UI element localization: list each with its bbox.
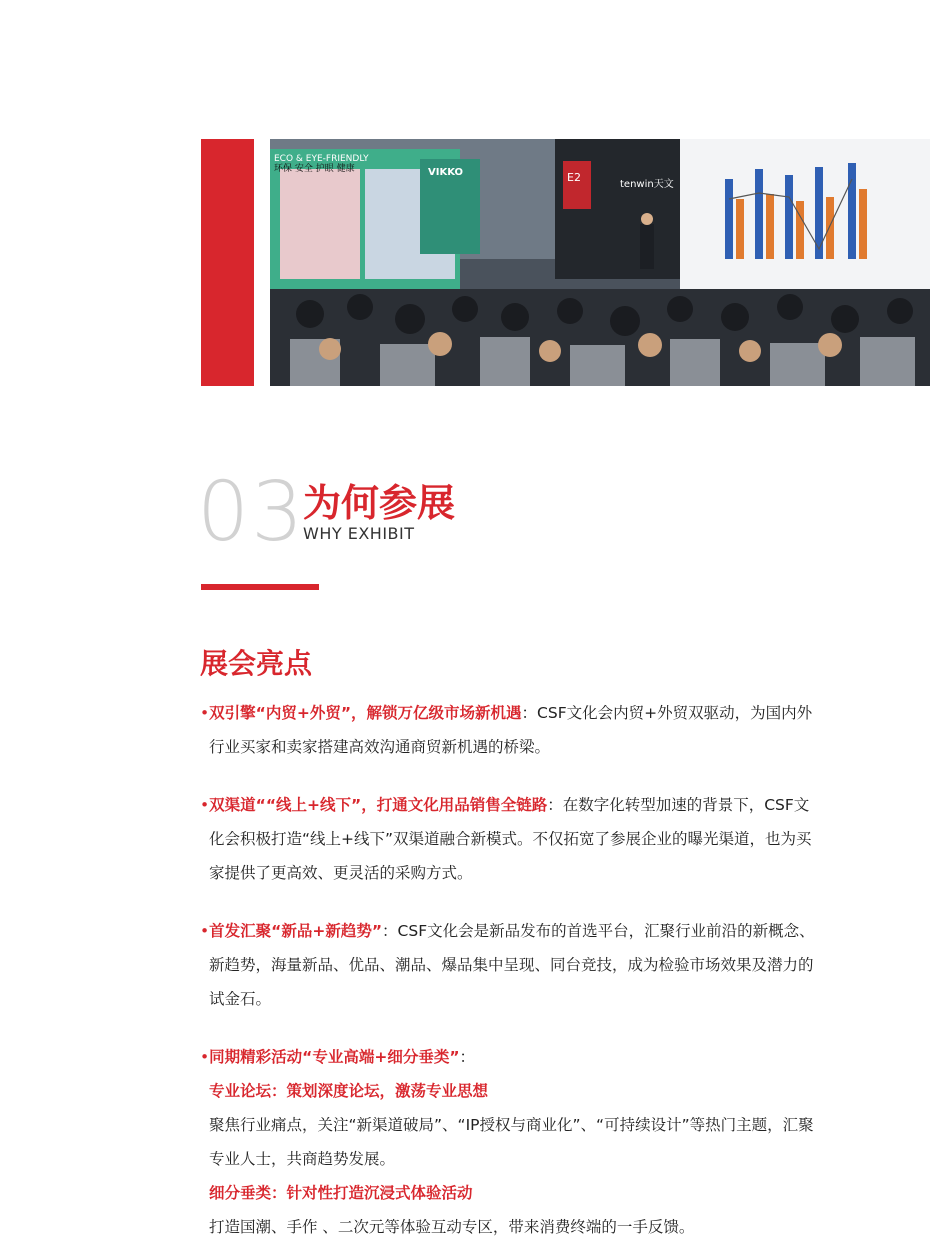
highlight-item xyxy=(200,1040,820,1244)
highlight-item xyxy=(200,696,820,764)
section-number: 03 xyxy=(197,465,306,560)
title-underline xyxy=(201,584,319,590)
highlights-heading: 展会亮点 xyxy=(200,647,313,680)
highlight-item xyxy=(200,788,820,890)
highlight-item xyxy=(200,914,820,1016)
highlight-lead: 双渠道““线上+线下”，打通文化用品销售全链路 xyxy=(209,796,548,814)
highlights-body xyxy=(200,696,820,1244)
hall-sign: E2 xyxy=(567,171,581,184)
highlight-text: ： xyxy=(459,1048,476,1066)
bullet-mark: • xyxy=(200,1048,210,1066)
brand-sign: VIKKO xyxy=(428,167,464,178)
slide-brand: tenwin天文 xyxy=(620,179,674,190)
bullet-mark: • xyxy=(200,704,210,722)
highlight-lead: 双引擎“内贸+外贸”，解锁万亿级市场新机遇 xyxy=(209,704,522,722)
niche-title: 细分垂类：针对性打造沉浸式体验活动 xyxy=(209,1184,473,1202)
highlight-text: ：在数字化转型加速的背景下，CSF文化会积极打造“线上+线下”双渠道融合新模式。不仅拓宽了参展企业的曝光渠道，也为买家提供了更高效、更灵活的采购方式。 xyxy=(209,796,812,882)
highlight-text: ：CSF文化会内贸+外贸双驱动，为国内外行业买家和卖家搭建高效沟通商贸新机遇的桥梁。 xyxy=(209,704,813,756)
highlight-lead: 首发汇聚“新品+新趋势” xyxy=(209,922,383,940)
forum-text: 聚焦行业痛点，关注“新渠道破局”、“IP授权与商业化”、“可持续设计”等热门主题，汇聚专业人士，共商趋势发展。 xyxy=(209,1116,814,1168)
niche-text: 打造国潮、手作 、二次元等体验互动专区，带来消费终端的一手反馈。 xyxy=(209,1218,695,1236)
exhibition-photo xyxy=(270,139,930,386)
section-title: 为何参展 xyxy=(303,481,456,525)
booth-sign: ECO & EYE-FRIENDLY xyxy=(274,154,369,164)
highlight-text: ：CSF文化会是新品发布的首选平台，汇聚行业前沿的新概念、新趋势，海量新品、优品、潮品、爆品集中呈现、同台竞技，成为检验市场效果及潜力的试金石。 xyxy=(209,922,815,1008)
bullet-mark: • xyxy=(200,796,210,814)
forum-title: 专业论坛：策划深度论坛，激荡专业思想 xyxy=(209,1082,489,1100)
booth-text: 环保 安全 护眼 健康 xyxy=(274,164,355,174)
section-subtitle: WHY EXHIBIT xyxy=(303,524,415,543)
red-accent-bar xyxy=(201,139,254,386)
bullet-mark: • xyxy=(200,922,210,940)
highlight-lead: 同期精彩活动“专业高端+细分垂类” xyxy=(209,1048,460,1066)
